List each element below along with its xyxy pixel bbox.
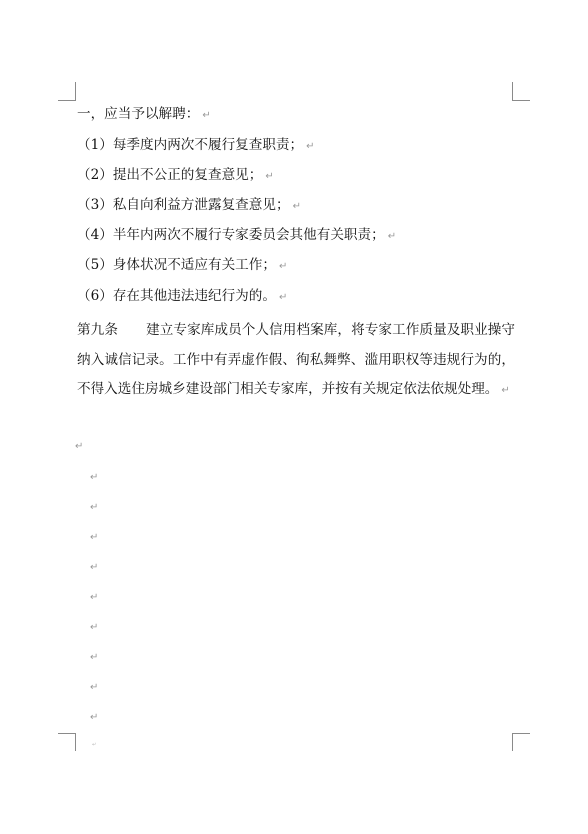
article-paragraph[interactable] [77, 316, 515, 406]
crop-mark-bottom-left [58, 733, 76, 734]
paragraph-mark-icon[interactable]: ↵ [90, 652, 99, 663]
list-item-text: （1）每季度内两次不履行复查职责； [77, 137, 304, 153]
list-item[interactable] [77, 195, 517, 217]
paragraph-mark-icon[interactable]: ↵ [90, 622, 99, 633]
paragraph-mark-icon[interactable]: ↵ [90, 502, 99, 513]
list-item-text: （4）半年内两次不履行专家委员会其他有关职责； [77, 227, 385, 243]
paragraph-mark-icon[interactable]: ↵ [90, 712, 99, 723]
paragraph-mark-icon: ↵ [501, 385, 510, 396]
list-item[interactable] [77, 286, 517, 308]
crop-mark-bottom-left [75, 733, 76, 751]
paragraph-mark-icon[interactable]: ↵ [90, 592, 99, 603]
article-text: 建立专家库成员个人信用档案库，将专家工作质量及职业操守纳入诚信记录。工作中有弄虚作假、徇私舞弊、滥用职权等违规行为的，不得入选住房城乡建设部门相关专家库，并按有关规定依法依规处理。 [77, 322, 515, 397]
crop-mark-top-left [58, 100, 76, 101]
paragraph-mark-icon: ↵ [202, 110, 211, 121]
section-heading[interactable] [77, 104, 517, 126]
paragraph-mark-icon: ↵ [306, 141, 315, 152]
list-item-text: （3）私自向利益方泄露复查意见； [77, 197, 290, 213]
paragraph-mark-icon: ↵ [278, 292, 288, 303]
crop-mark-bottom-right [512, 733, 513, 751]
list-item[interactable] [77, 255, 517, 277]
crop-mark-top-right [512, 82, 513, 100]
paragraph-mark-icon[interactable]: ↵ [90, 562, 99, 573]
paragraph-mark-icon[interactable]: ↵ [90, 532, 99, 543]
list-item-text: （6）存在其他违法违纪行为的。 [77, 288, 276, 304]
paragraph-mark-icon: ↵ [278, 261, 288, 272]
crop-mark-top-left [75, 82, 76, 100]
paragraph-mark-icon[interactable]: ↵ [90, 472, 99, 483]
paragraph-mark-icon: ↵ [387, 231, 397, 242]
heading-text: 一，应当予以解聘： [77, 106, 200, 122]
crop-mark-bottom-right [512, 733, 530, 734]
list-item[interactable] [77, 225, 517, 247]
article-label: 第九条 [77, 322, 118, 338]
list-item[interactable] [77, 135, 517, 157]
paragraph-mark-icon[interactable]: ↵ [75, 441, 84, 452]
paragraph-mark-icon: ↵ [92, 742, 97, 748]
list-item-text: （2）提出不公正的复查意见； [77, 167, 263, 183]
crop-mark-top-right [512, 100, 530, 101]
list-item[interactable] [77, 165, 517, 187]
paragraph-mark-icon: ↵ [265, 171, 274, 182]
list-item-text: （5）身体状况不适应有关工作； [77, 257, 276, 273]
paragraph-mark-icon[interactable]: ↵ [90, 682, 99, 693]
paragraph-mark-icon: ↵ [292, 201, 301, 212]
